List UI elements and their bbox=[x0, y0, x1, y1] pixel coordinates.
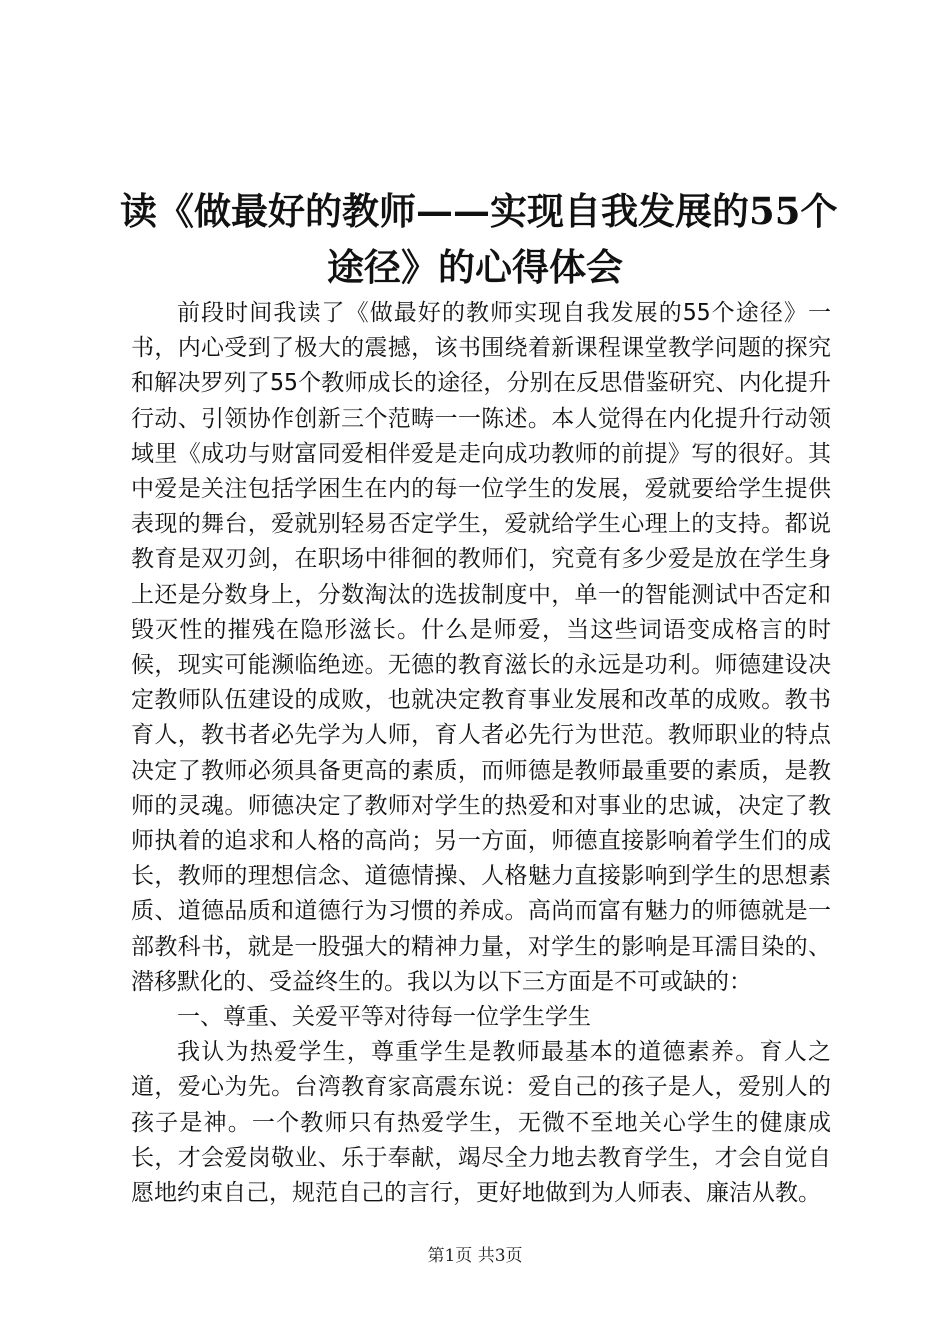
paragraph-intro: 前段时间我读了《做最好的教师实现自我发展的55个途径》一书，内心受到了极大的震撼，该书围绕着新课程课堂教学问题的探究和解决罗列了55个教师成长的途径，分别在反思借鉴研究、内化提升行动、引领协作创新三个范畴一一陈述。本人觉得在内化提升行动领域里《成功与财富同爱相伴爱是走向成功教师的前提》写的很好。其中爱是关注包括学困生在内的每一位学生的发展，爱就要给学生提供表现的舞台，爱就别轻易否定学生，爱就给学生心理上的支持。都说教育是双刃剑，在职场中徘徊的教师们，究竟有多少爱是放在学生身上还是分数身上，分数淘汰的选拔制度中，单一的智能测试中否定和毁灭性的摧残在隐形滋长。什么是师爱，当这些词语变成格言的时候，现实可能濒临绝迹。无德的教育滋长的永远是功利。师德建设决定教师队伍建设的成败，也就决定教育事业发展和改革的成败。教书育人，教书者必先学为人师，育人者必先行为世范。教师职业的特点决定了教师必须具备更高的素质，而师德是教师最重要的素质，是教师的灵魂。师德决定了教师对学生的热爱和对事业的忠诚，决定了教师执着的追求和人格的高尚；另一方面，师德直接影响着学生们的成长，教师的理想信念、道德情操、人格魅力直接影响到学生的思想素质、道德品质和道德行为习惯的养成。高尚而富有魅力的师德就是一部教科书，就是一股强大的精神力量，对学生的影响是耳濡目染的、潜移默化的、受益终生的。我以为以下三方面是不可或缺的： bbox=[131, 300, 831, 995]
paragraph-section-1: 我认为热爱学生，尊重学生是教师最基本的道德素养。育人之道，爱心为先。台湾教育家高震东说：爱自己的孩子是人，爱别人的孩子是神。一个教师只有热爱学生，无微不至地关心学生的健康成长，才会爱岗敬业、乐于奉献，竭尽全力地去教育学生，才会自觉自愿地约束自己，规范自己的言行，更好地做到为人师表、廉洁从教。 bbox=[131, 1039, 831, 1207]
document-title bbox=[120, 183, 838, 295]
section-heading-1: 一、尊重、关爱平等对待每一位学生学生 bbox=[177, 1004, 591, 1031]
title-line-2: 途径》的心得体会 bbox=[327, 245, 623, 289]
document-body bbox=[131, 296, 831, 1211]
title-line-1: 读《做最好的教师——实现自我发展的55个 bbox=[120, 189, 838, 233]
page-footer: 第1页 共3页 bbox=[427, 1246, 523, 1266]
